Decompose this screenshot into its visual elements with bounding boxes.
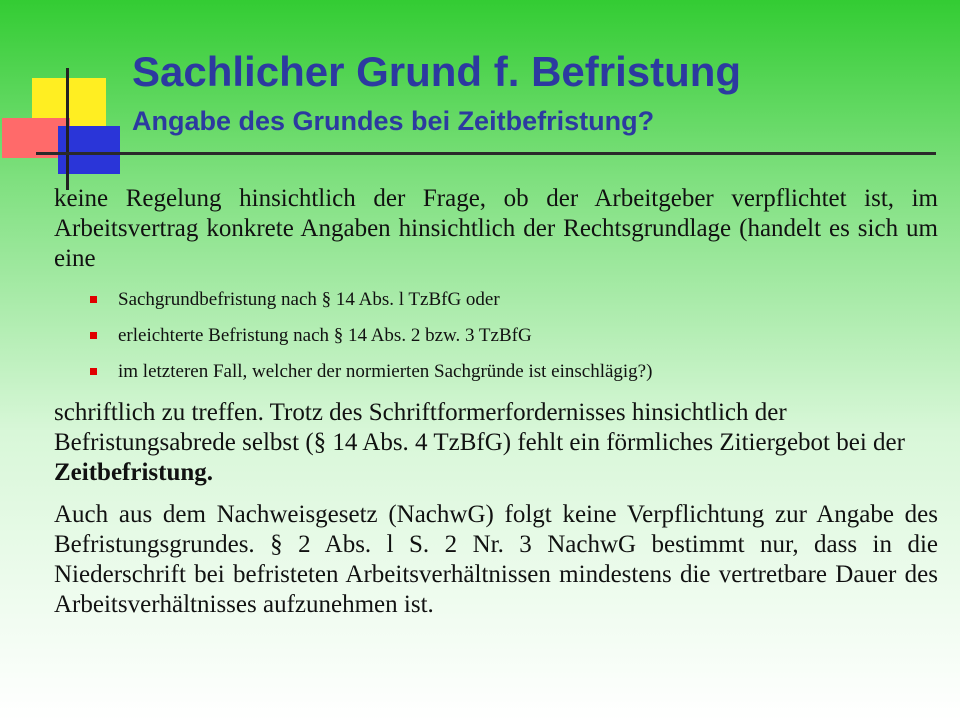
bullet-text: erleichterte Befristung nach § 14 Abs. 2 bzw. 3 TzBfG	[118, 325, 532, 346]
list-item	[118, 354, 938, 390]
square-bullet-icon	[90, 296, 97, 303]
title-underline	[36, 152, 936, 155]
list-item	[118, 282, 938, 318]
square-bullet-icon	[90, 368, 97, 375]
bullet-text: Sachgrundbefristung nach § 14 Abs. l TzBfG oder	[118, 289, 500, 310]
bullet-list	[54, 282, 938, 390]
second-paragraph-text: schriftlich zu treffen. Trotz des Schriftformerfordernisses hinsichtlich der Befristungsabrede selbst (§ 14 Abs. 4 TzBfG) fehlt ein förmliches Zitiergebot bei der	[54, 399, 905, 456]
bold-keyword: Zeitbefristung.	[54, 459, 214, 486]
third-paragraph: Auch aus dem Nachweisgesetz (NachwG) folgt keine Verpflichtung zur Angabe des Befristungsgrundes. § 2 Abs. l S. 2 Nr. 3 NachwG bestimmt nur, dass in die Niederschrift bei befristeten Arbeitsverhältnissen mindestens die vertretbare Dauer des Arbeitsverhältnisses aufzunehmen ist.	[54, 501, 938, 618]
slide-subtitle: Angabe des Grundes bei Zeitbefristung?	[132, 106, 655, 136]
slide-title: Sachlicher Grund f. Befristung	[132, 48, 742, 95]
square-bullet-icon	[90, 332, 97, 339]
intro-paragraph: keine Regelung hinsichtlich der Frage, ob der Arbeitgeber verpflichtet ist, im Arbeitsvertrag konkrete Angaben hinsichtlich der Rechtsgrundlage (handelt es sich um eine	[54, 185, 938, 272]
second-paragraph	[54, 398, 938, 488]
decor-vertical-line	[66, 68, 69, 190]
slide-body	[54, 184, 938, 620]
bullet-text: im letzteren Fall, welcher der normierten Sachgründe ist einschlägig?)	[118, 361, 653, 382]
list-item	[118, 318, 938, 354]
